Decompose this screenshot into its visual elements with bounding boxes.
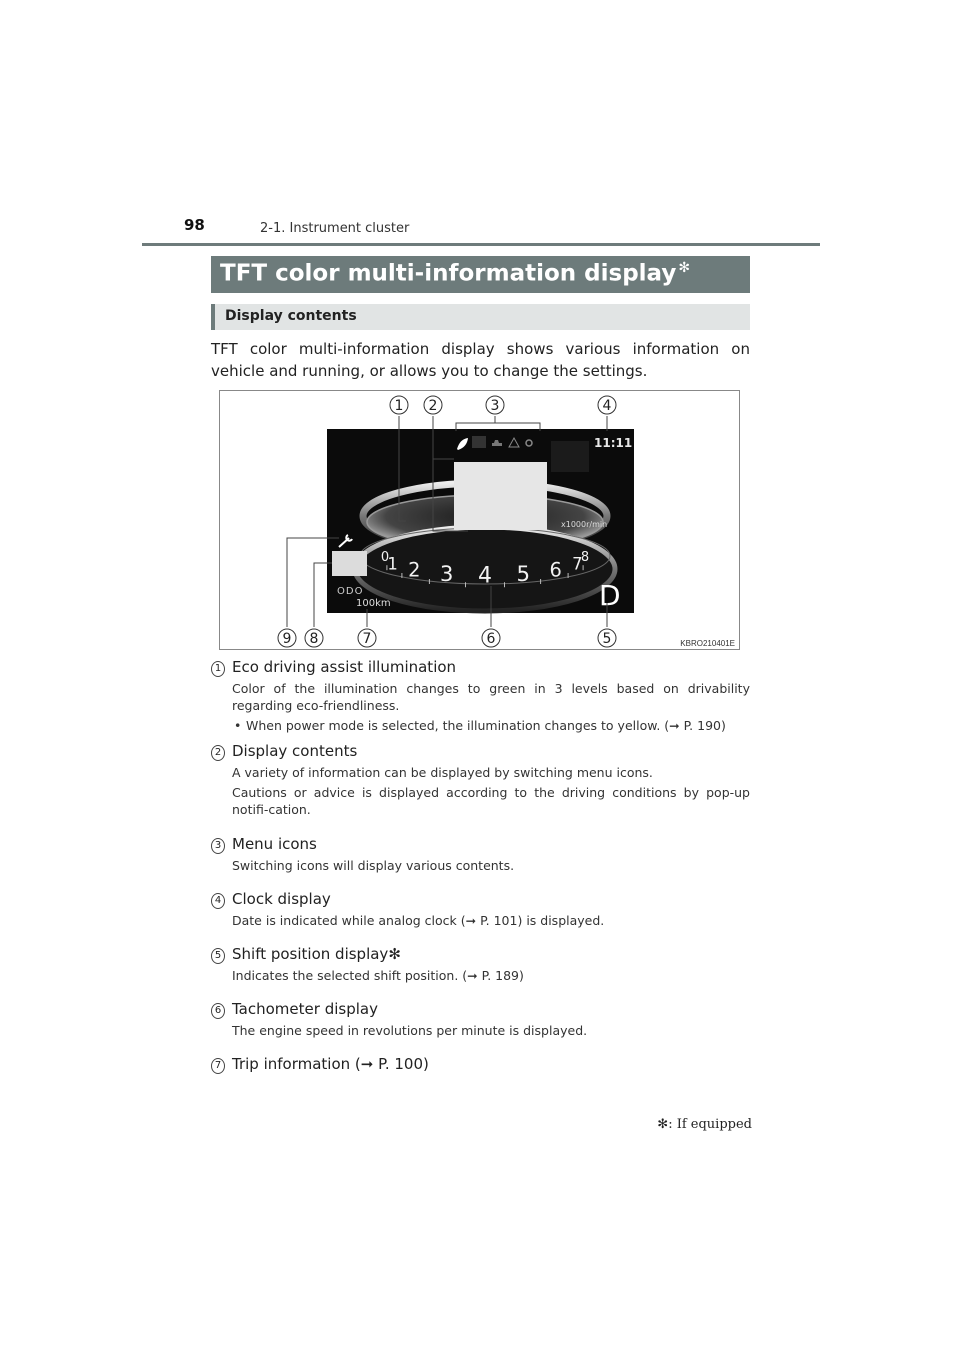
item-title: Eco driving assist illumination [232,658,457,676]
clock-panel [551,441,589,472]
callout-9 [278,629,296,647]
item-title: Clock display [232,890,331,908]
section-title [220,260,690,287]
item-number: 3 [211,838,225,854]
section-title-text: TFT color multi-information display [220,260,677,287]
if-equipped-mark: ✻ [388,945,401,963]
item-number: 5 [211,948,225,964]
cluster-illustration [220,391,741,651]
item-description: Indicates the selected shift position. (➞ P. 189) [232,968,524,983]
item-trip-information [211,1053,750,1075]
clock-display: 11:11 [594,436,633,450]
cluster-figure [219,390,740,650]
callout-8 [305,629,323,647]
item-title: Display contents [232,742,358,760]
item-number: 7 [211,1058,225,1074]
item-description: The engine speed in revolutions per minute is displayed. [232,1023,588,1038]
tach-digit-8: 8 [580,550,590,565]
item-description: Cautions or advice is displayed according to the driving conditions by pop-up notifi-cation. [232,785,750,817]
header-rule [142,243,820,246]
display-contents-panel [454,462,547,530]
item-number: 2 [211,745,225,761]
svg-text:8: 8 [309,631,319,647]
item-menu-icons [211,833,750,877]
tach-digit-3: 3 [439,562,454,587]
tach-digit-0: 0 [380,550,390,565]
intro-paragraph: TFT color multi-information display shows various information on vehicle and running, or allows you to change the settings. [211,340,750,380]
callout-2 [424,396,442,414]
figure-code: KBRO210401E [680,639,735,648]
svg-text:5: 5 [602,631,612,647]
svg-text:2: 2 [428,398,438,414]
svg-text:6: 6 [486,631,496,647]
section-title-bar [211,256,750,293]
svg-text:1: 1 [394,398,404,414]
item-description: Switching icons will display various contents. [232,858,515,873]
item-title: Menu icons [232,835,317,853]
tach-digit-7: 7 [572,554,583,574]
tach-digit-6: 6 [549,558,562,582]
tach-digit-4: 4 [478,563,492,589]
item-title: Tachometer display [232,1000,378,1018]
subsection-title-bar [211,304,750,330]
item-description: Date is indicated while analog clock (➞ P. 101) is displayed. [232,913,605,928]
svg-text:4: 4 [602,398,612,414]
subsection-title: Display contents [225,308,357,324]
item-number: 1 [211,661,225,677]
item-number: 6 [211,1003,225,1019]
svg-text:9: 9 [282,631,292,647]
callout-4 [598,396,616,414]
chapter-title: 2-1. Instrument cluster [260,221,410,236]
item-number: 4 [211,893,225,909]
rpm-unit-label: x1000r/min [561,520,608,529]
item-title: Trip information (➞ P. 100) [232,1055,429,1073]
tach-digit-5: 5 [516,562,531,587]
if-equipped-mark: ✻ [678,260,691,276]
callout-3 [486,396,504,414]
svg-text:7: 7 [362,631,372,647]
item-description: A variety of information can be displayed by switching menu icons. [232,765,653,780]
svg-text:3: 3 [490,398,500,414]
page-number: 98 [184,216,205,234]
item-description: Color of the illumination changes to green in 3 levels based on drivability regarding eco-friendliness. [232,681,750,713]
odo-label: ODO [337,586,364,597]
callout-7 [358,629,376,647]
item-display-contents [211,740,750,821]
item-clock-display [211,888,750,932]
item-bullet: • When power mode is selected, the illumination changes to yellow. (➞ P. 190) [232,717,750,734]
odo-value: 100km [356,598,391,609]
item-title: Shift position display [232,945,389,963]
item-eco-illumination [211,656,750,737]
tach-digit-2: 2 [408,558,421,582]
footnote: ✻: If equipped [657,1117,752,1132]
item-tachometer [211,998,750,1042]
callout-6 [482,629,500,647]
shift-position: D [599,579,621,612]
tach-digit-1: 1 [387,554,398,574]
trip-info-panel [332,551,367,576]
callout-5 [598,629,616,647]
callout-1 [390,396,408,414]
item-shift-position [211,943,750,987]
